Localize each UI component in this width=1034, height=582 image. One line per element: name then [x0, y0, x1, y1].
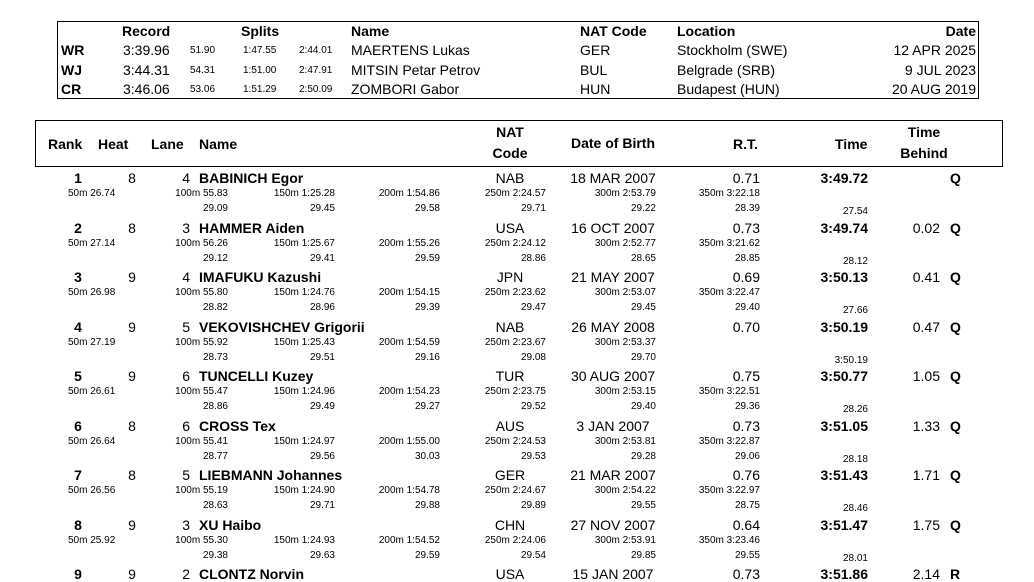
header-nat: NAT: [496, 124, 524, 140]
split-150m: 150m 1:24.90: [273, 485, 335, 496]
split-300m: 300m 2:54.22: [594, 485, 656, 496]
record-name: MAERTENS Lukas: [351, 42, 470, 58]
split-200m: 200m 1:54.52: [378, 534, 440, 546]
diff-300m: 29.85: [630, 549, 656, 561]
diff-100m: 28.63: [202, 500, 228, 511]
result-reaction-time: 0.73: [732, 417, 760, 434]
result-nat: USA: [495, 219, 525, 236]
result-time: 3:50.19: [820, 318, 868, 335]
split-50m: 50m 26.61: [68, 386, 116, 397]
split-350m: 350m 3:22.97: [698, 485, 760, 496]
result-dob: 21 MAR 2007: [570, 467, 656, 483]
record-location: Belgrade (SRB): [677, 61, 776, 78]
diff-250m: 29.89: [520, 500, 546, 511]
result-qualification: Q: [950, 170, 961, 186]
diff-400m: 3:50.19: [834, 354, 868, 366]
split-150m: 150m 1:25.43: [273, 336, 335, 348]
result-time-behind: 0.02: [912, 219, 940, 236]
split-50m: 50m 26.56: [68, 485, 116, 496]
result-dob: 26 MAY 2008: [571, 318, 655, 335]
result-nat: USA: [495, 566, 525, 582]
result-time-behind: 2.14: [912, 566, 940, 582]
split-300m: 300m 2:53.15: [594, 386, 656, 397]
header-rank: Rank: [48, 136, 83, 152]
diff-150m: 29.49: [309, 401, 335, 412]
result-nat: CHN: [494, 516, 526, 533]
diff-250m: 29.08: [520, 351, 546, 363]
result-rank: 9: [74, 566, 82, 582]
result-nat: NAB: [495, 318, 525, 335]
result-qualification: Q: [950, 318, 961, 335]
diff-300m: 29.22: [630, 203, 656, 214]
result-reaction-time: 0.69: [732, 269, 760, 285]
split-150m: 150m 1:24.96: [273, 386, 335, 397]
header-lane: Lane: [151, 136, 184, 152]
diff-400m: 28.26: [842, 404, 868, 415]
result-time: 3:50.13: [820, 269, 868, 285]
diff-150m: 28.96: [309, 302, 335, 313]
diff-100m: 28.82: [202, 302, 228, 313]
result-time: 3:50.77: [820, 368, 868, 384]
diff-350m: 29.55: [734, 549, 760, 561]
split-200m: 200m 1:55.26: [378, 237, 440, 249]
diff-300m: 29.40: [630, 401, 656, 412]
split-50m: 50m 26.98: [68, 287, 116, 298]
result-dob: 30 AUG 2007: [570, 368, 656, 384]
diff-150m: 29.45: [309, 203, 335, 214]
result-name: BABINICH Egor: [199, 170, 304, 186]
result-name: CROSS Tex: [199, 417, 276, 434]
record-nat: BUL: [580, 61, 608, 78]
split-100m: 100m 55.92: [175, 336, 228, 348]
result-dob: 15 JAN 2007: [572, 566, 654, 582]
records-header-date: Date: [945, 23, 976, 39]
split-350m: 350m 3:22.47: [698, 287, 760, 298]
diff-200m: 29.27: [414, 401, 440, 412]
split-100m: 100m 55.30: [175, 534, 228, 546]
diff-250m: 29.53: [520, 450, 546, 462]
result-reaction-time: 0.71: [732, 170, 760, 186]
split-50m: 50m 26.64: [68, 435, 116, 447]
split-300m: 300m 2:53.81: [594, 435, 656, 447]
split-100m: 100m 55.80: [175, 287, 228, 298]
split-150m: 150m 1:24.76: [273, 287, 335, 298]
result-qualification: R: [950, 566, 961, 582]
split-50m: 50m 26.74: [68, 188, 116, 199]
header-time-behind-2: Behind: [900, 145, 948, 161]
record-nat: HUN: [580, 81, 611, 97]
result-time-behind: 0.41: [912, 269, 940, 285]
result-time-behind: 1.33: [912, 417, 940, 434]
diff-400m: 27.66: [842, 305, 868, 316]
split-250m: 250m 2:24.12: [484, 237, 546, 249]
split-250m: 250m 2:24.67: [484, 485, 546, 496]
diff-400m: 28.12: [842, 255, 868, 267]
result-qualification: Q: [950, 368, 961, 384]
split-350m: 350m 3:22.51: [698, 386, 760, 397]
result-nat: AUS: [495, 417, 525, 434]
record-nat: GER: [580, 42, 611, 58]
result-time-behind: 1.71: [912, 467, 940, 483]
diff-150m: 29.51: [309, 351, 335, 363]
result-lane: 6: [182, 368, 190, 384]
result-qualification: Q: [950, 219, 961, 236]
record-date: 20 AUG 2019: [891, 81, 976, 97]
records-header-location: Location: [677, 23, 736, 39]
result-name: VEKOVISHCHEV Grigorii: [199, 318, 365, 335]
result-heat: 8: [128, 467, 136, 483]
result-name: XU Haibo: [199, 516, 262, 533]
split-300m: 300m 2:53.07: [594, 287, 656, 298]
result-time-behind: 1.05: [912, 368, 940, 384]
result-heat: 8: [128, 417, 136, 434]
result-name: IMAFUKU Kazushi: [199, 269, 322, 285]
record-type: CR: [61, 81, 82, 97]
split-250m: 250m 2:23.67: [484, 336, 546, 348]
record-split-2: 1:47.55: [243, 45, 277, 56]
result-lane: 4: [182, 170, 190, 186]
record-split-1: 54.31: [190, 64, 216, 76]
record-split-2: 1:51.00: [243, 64, 277, 76]
diff-350m: 29.40: [734, 302, 760, 313]
diff-400m: 27.54: [842, 206, 868, 217]
split-200m: 200m 1:54.86: [378, 188, 440, 199]
record-split-3: 2:50.09: [299, 84, 333, 95]
split-300m: 300m 2:53.79: [594, 188, 656, 199]
split-100m: 100m 55.41: [175, 435, 228, 447]
result-name: CLONTZ Norvin: [199, 566, 304, 582]
split-150m: 150m 1:24.93: [273, 534, 335, 546]
result-rank: 2: [74, 219, 82, 236]
result-lane: 5: [182, 318, 190, 335]
split-350m: 350m 3:21.62: [698, 237, 760, 249]
split-200m: 200m 1:54.23: [378, 386, 440, 397]
result-dob: 27 NOV 2007: [570, 516, 656, 533]
diff-100m: 29.38: [202, 549, 228, 561]
diff-150m: 29.41: [309, 252, 335, 264]
result-heat: 9: [128, 368, 136, 384]
result-reaction-time: 0.76: [732, 467, 760, 483]
split-200m: 200m 1:54.59: [378, 336, 440, 348]
header-heat: Heat: [98, 136, 129, 152]
split-200m: 200m 1:54.15: [378, 287, 440, 298]
record-time: 3:44.31: [123, 61, 170, 78]
result-time-behind: 0.47: [912, 318, 940, 335]
diff-250m: 29.54: [520, 549, 546, 561]
result-nat: NAB: [495, 170, 525, 186]
result-nat: TUR: [495, 368, 525, 384]
diff-300m: 28.65: [630, 252, 656, 264]
split-200m: 200m 1:54.78: [378, 485, 440, 496]
record-date: 9 JUL 2023: [904, 61, 976, 78]
header-time-behind-1: Time: [907, 124, 941, 140]
split-250m: 250m 2:23.75: [484, 386, 546, 397]
records-header-splits: Splits: [241, 23, 280, 39]
diff-200m: 29.58: [414, 203, 440, 214]
result-name: HAMMER Aiden: [199, 219, 305, 236]
diff-400m: 28.46: [842, 503, 868, 514]
diff-100m: 29.12: [202, 252, 228, 264]
diff-150m: 29.71: [309, 500, 335, 511]
record-split-1: 53.06: [190, 84, 216, 95]
records-header-name: Name: [351, 23, 390, 39]
split-150m: 150m 1:25.67: [273, 237, 335, 249]
result-heat: 9: [128, 318, 136, 335]
split-250m: 250m 2:24.53: [484, 435, 546, 447]
record-split-3: 2:47.91: [299, 64, 333, 76]
result-rank: 7: [74, 467, 82, 483]
diff-300m: 29.55: [630, 500, 656, 511]
result-rank: 5: [74, 368, 82, 384]
result-time: 3:51.47: [820, 516, 868, 533]
diff-200m: 29.59: [414, 252, 440, 264]
diff-200m: 29.88: [414, 500, 440, 511]
diff-200m: 29.59: [414, 549, 440, 561]
split-50m: 50m 27.14: [68, 237, 116, 249]
result-heat: 8: [128, 219, 136, 236]
result-reaction-time: 0.75: [732, 368, 760, 384]
result-qualification: Q: [950, 516, 961, 533]
result-heat: 9: [128, 566, 136, 582]
diff-100m: 28.77: [202, 450, 228, 462]
record-split-1: 51.90: [190, 45, 216, 56]
header-time: Time: [835, 136, 868, 152]
result-qualification: Q: [950, 467, 961, 483]
record-time: 3:39.96: [123, 42, 170, 58]
record-split-2: 1:51.29: [243, 84, 277, 95]
result-heat: 9: [128, 516, 136, 533]
result-lane: 3: [182, 516, 190, 533]
diff-300m: 29.28: [630, 450, 656, 462]
split-300m: 300m 2:52.77: [594, 237, 656, 249]
result-time: 3:51.86: [820, 566, 868, 582]
diff-150m: 29.56: [309, 450, 335, 462]
result-rank: 8: [74, 516, 82, 533]
result-time: 3:51.43: [820, 467, 868, 483]
result-time-behind: 1.75: [912, 516, 940, 533]
result-lane: 5: [182, 467, 190, 483]
result-qualification: Q: [950, 269, 961, 285]
result-reaction-time: 0.64: [732, 516, 760, 533]
record-date: 12 APR 2025: [893, 42, 976, 58]
record-location: Budapest (HUN): [677, 81, 780, 97]
split-150m: 150m 1:25.28: [273, 188, 335, 199]
result-dob: 18 MAR 2007: [570, 170, 656, 186]
diff-150m: 29.63: [309, 549, 335, 561]
result-dob: 16 OCT 2007: [571, 219, 655, 236]
split-350m: 350m 3:22.18: [698, 188, 760, 199]
result-time: 3:49.72: [820, 170, 868, 186]
result-lane: 3: [182, 219, 190, 236]
result-name: LIEBMANN Johannes: [199, 467, 343, 483]
diff-350m: 29.06: [734, 450, 760, 462]
header-dob: Date of Birth: [571, 135, 655, 151]
result-qualification: Q: [950, 417, 961, 434]
result-rank: 3: [74, 269, 82, 285]
diff-400m: 28.18: [842, 453, 868, 465]
diff-350m: 28.39: [734, 203, 760, 214]
diff-250m: 29.52: [520, 401, 546, 412]
result-lane: 2: [182, 566, 190, 582]
diff-350m: 29.36: [734, 401, 760, 412]
header-rt: R.T.: [733, 136, 758, 152]
result-reaction-time: 0.70: [732, 318, 760, 335]
split-300m: 300m 2:53.37: [594, 336, 656, 348]
split-250m: 250m 2:24.57: [484, 188, 546, 199]
diff-250m: 28.86: [520, 252, 546, 264]
diff-200m: 30.03: [414, 450, 440, 462]
result-nat: JPN: [496, 269, 524, 285]
result-rank: 4: [74, 318, 82, 335]
split-300m: 300m 2:53.91: [594, 534, 656, 546]
split-100m: 100m 55.47: [175, 386, 228, 397]
diff-200m: 29.39: [414, 302, 440, 313]
split-350m: 350m 3:22.87: [698, 435, 760, 447]
record-location: Stockholm (SWE): [677, 42, 788, 58]
split-100m: 100m 56.26: [175, 237, 228, 249]
record-name: MITSIN Petar Petrov: [351, 61, 481, 78]
diff-100m: 28.86: [202, 401, 228, 412]
result-rank: 1: [74, 170, 82, 186]
result-lane: 4: [182, 269, 190, 285]
diff-250m: 29.47: [520, 302, 546, 313]
diff-300m: 29.45: [630, 302, 656, 313]
diff-300m: 29.70: [630, 351, 656, 363]
diff-100m: 28.73: [202, 351, 228, 363]
record-time: 3:46.06: [123, 81, 170, 97]
diff-200m: 29.16: [414, 351, 440, 363]
result-nat: GER: [494, 467, 526, 483]
result-name: TUNCELLI Kuzey: [199, 368, 314, 384]
record-split-3: 2:44.01: [299, 45, 333, 56]
result-heat: 9: [128, 269, 136, 285]
split-350m: 350m 3:23.46: [698, 534, 760, 546]
diff-100m: 29.09: [202, 203, 228, 214]
result-lane: 6: [182, 417, 190, 434]
split-100m: 100m 55.19: [175, 485, 228, 496]
diff-400m: 28.01: [842, 552, 868, 564]
split-250m: 250m 2:23.62: [484, 287, 546, 298]
diff-350m: 28.75: [734, 500, 760, 511]
result-dob: 21 MAY 2007: [571, 269, 655, 285]
result-heat: 8: [128, 170, 136, 186]
header-name: Name: [199, 136, 238, 152]
record-type: WR: [61, 42, 85, 58]
result-reaction-time: 0.73: [732, 566, 760, 582]
result-dob: 3 JAN 2007: [576, 417, 650, 434]
diff-250m: 29.71: [520, 203, 546, 214]
result-reaction-time: 0.73: [732, 219, 760, 236]
result-rank: 6: [74, 417, 82, 434]
record-type: WJ: [61, 61, 82, 78]
header-code: Code: [492, 145, 528, 161]
split-50m: 50m 25.92: [68, 534, 116, 546]
split-50m: 50m 27.19: [68, 336, 116, 348]
diff-350m: 28.85: [734, 252, 760, 264]
record-name: ZOMBORI Gabor: [351, 81, 460, 97]
records-header-nat: NAT Code: [580, 23, 647, 39]
records-header-record: Record: [122, 23, 171, 39]
result-time: 3:49.74: [820, 219, 868, 236]
split-250m: 250m 2:24.06: [484, 534, 546, 546]
split-150m: 150m 1:24.97: [273, 435, 335, 447]
result-time: 3:51.05: [820, 417, 868, 434]
split-200m: 200m 1:55.00: [378, 435, 440, 447]
split-100m: 100m 55.83: [175, 188, 228, 199]
